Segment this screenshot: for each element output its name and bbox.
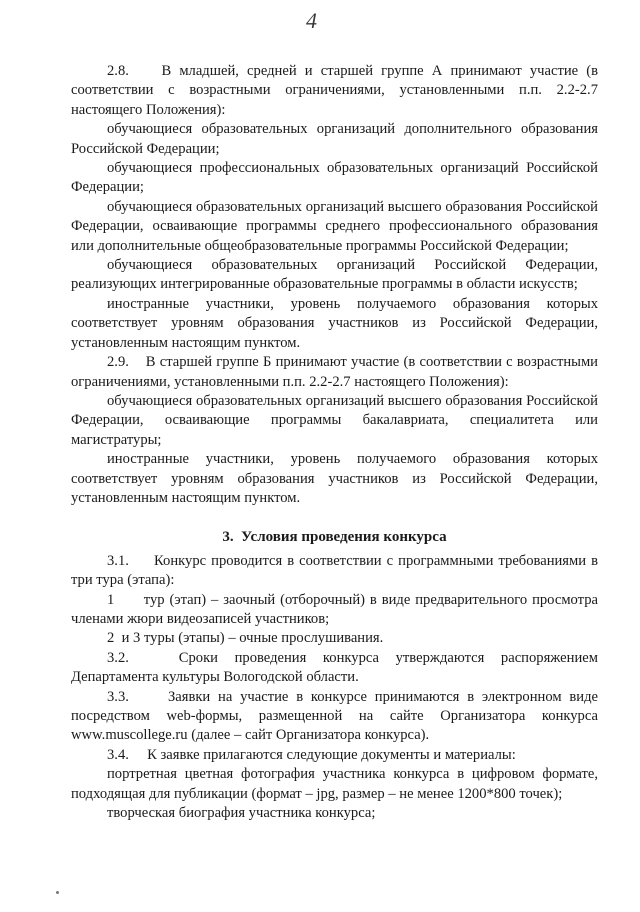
clause-2-9-item-2: иностранные участники, уровень получаемого образования которых соответствует уровням образования участников из Российской Федерации, установленным настоящим пунктом.: [71, 451, 598, 506]
clause-3-2: 3.2. Сроки проведения конкурса утверждаются распоряжением Департамента культуры Вологодской области.: [71, 649, 598, 686]
clause-3-4-item-1: портретная цветная фотография участника конкурса в цифровом формате, подходящая для публикации (формат – jpg, размер – не менее 1200*800 точек);: [71, 766, 598, 802]
clause-2-8-item-4: обучающиеся образовательных организаций Российской Федерации, реализующих интегрированные образовательные программы в области искусств;: [71, 257, 598, 293]
clause-3-4-item-2: творческая биография участника конкурса;: [107, 805, 376, 822]
clause-3-1: 3.1. Конкурс проводится в соответствии с программными требованиями в три тура (этапа):: [71, 552, 598, 589]
section-3-heading: 3. Условия проведения конкурса: [222, 529, 447, 546]
clause-2-9: 2.9. В старшей группе Б принимают участие (в соответствии с возрастными ограничениями, установленными п.п. 2.2-2.7 настоящего Положения):: [71, 354, 598, 390]
clause-2-8-item-1: обучающиеся образовательных организаций дополнительного образования Российской Федерации;: [71, 121, 598, 157]
page-number: 4: [306, 8, 317, 33]
clause-3-4: 3.4. К заявке прилагаются следующие документы и материалы:: [107, 746, 516, 763]
clause-2-8-item-5: иностранные участники, уровень получаемого образования которых соответствует уровням образования участников из Российской Федерации, установленным настоящим пунктом.: [71, 295, 598, 351]
clause-2-9-item-1: обучающиеся образовательных организаций высшего образования Российской Федерации, осваивающие программы бакалавриата, специалитета или магистратуры;: [71, 392, 598, 448]
clause-2-8: 2.8. В младшей, средней и старшей группе А принимают участие (в соответствии с возрастными ограничениями, установленными п.п. 2.2-2.7 настоящего Положения):: [71, 63, 598, 118]
document-body: [71, 62, 598, 823]
clause-2-8-item-2: обучающиеся профессиональных образовательных организаций Российской Федерации;: [71, 160, 598, 196]
clause-2-8-item-3: обучающиеся образовательных организаций высшего образования Российской Федерации, осваивающие программы среднего профессионального образования или дополнительные общеобразовательные программы Российской Федерации;: [71, 198, 598, 254]
clause-3-1-item-2: 2 и 3 туры (этапы) – очные прослушивания.: [107, 630, 384, 647]
scan-mark: [56, 891, 59, 894]
clause-3-1-item-1: 1 тур (этап) – заочный (отборочный) в виде предварительного просмотра членами жюри видеозаписей участников;: [71, 591, 598, 627]
clause-3-3: 3.3. Заявки на участие в конкурсе принимаются в электронном виде посредством web-формы, размещенной на сайте Организатора конкурса www.muscollege.ru (далее – сайт Организатора конкурса).: [71, 688, 598, 744]
